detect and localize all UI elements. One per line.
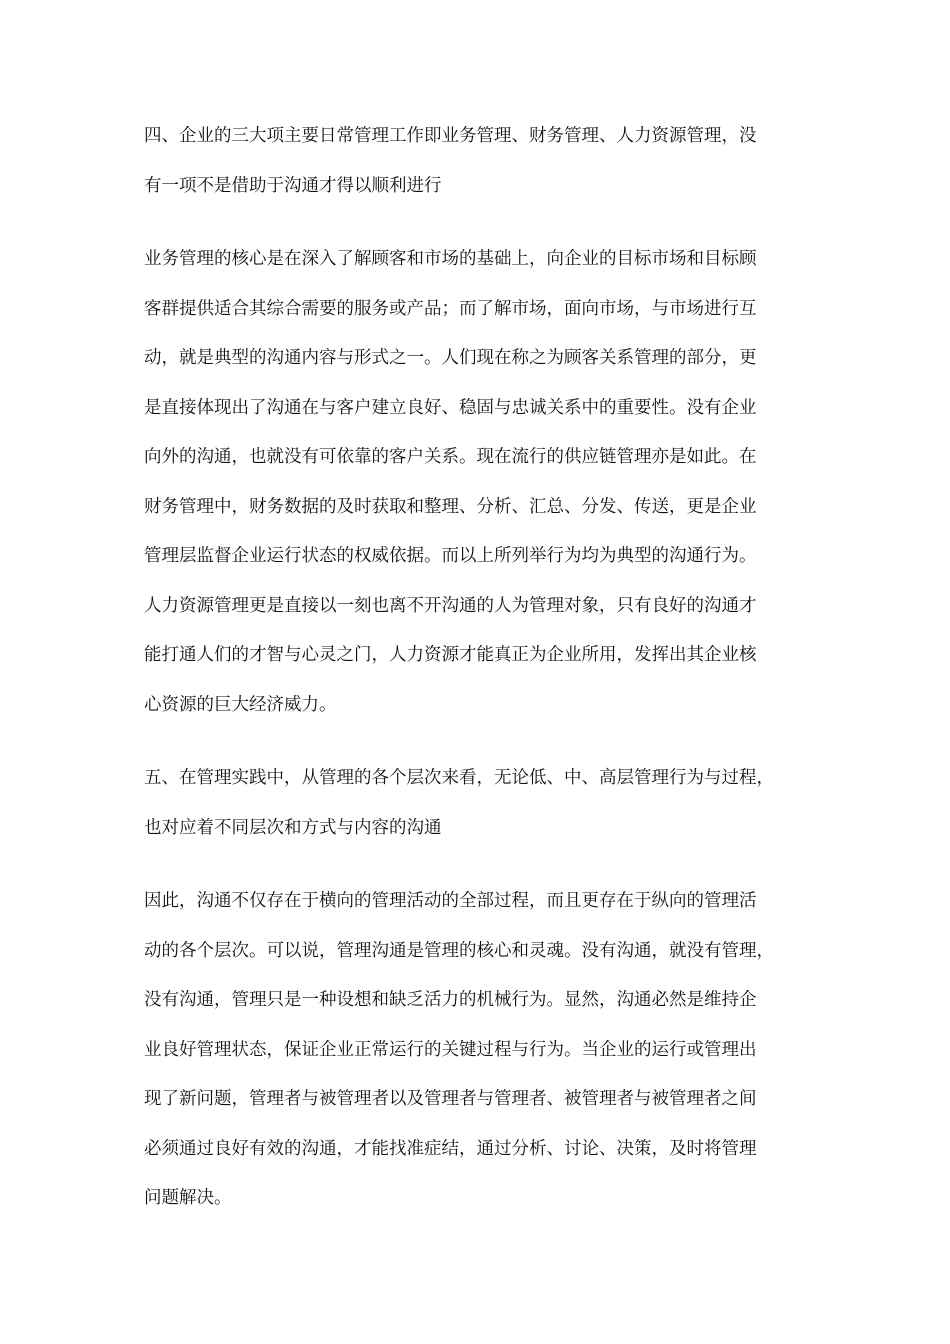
text-line: 问题解决。 bbox=[144, 1188, 232, 1208]
text-line: 客群提供适合其综合需要的服务或产品；而了解市场，面向市场，与市场进行互 bbox=[144, 298, 757, 319]
text-line: 五、在管理实践中，从管理的各个层次来看，无论低、中、高层管理行为与过程， bbox=[144, 768, 774, 788]
text-line: 业良好管理状态，保证企业正常运行的关键过程与行为。当企业的运行或管理出 bbox=[144, 1039, 757, 1060]
text-line: 动的各个层次。可以说，管理沟通是管理的核心和灵魂。没有沟通，就没有管理， bbox=[144, 940, 774, 961]
text-line: 必须通过良好有效的沟通，才能找准症结，通过分析、讨论、决策，及时将管理 bbox=[144, 1138, 757, 1159]
text-line: 也对应着不同层次和方式与内容的沟通 bbox=[144, 817, 442, 838]
section-heading-4 bbox=[144, 112, 810, 211]
text-line: 财务管理中，财务数据的及时获取和整理、分析、汇总、分发、传送，更是企业 bbox=[144, 496, 757, 517]
body-paragraph-2 bbox=[144, 877, 810, 1224]
body-paragraph-1 bbox=[144, 235, 810, 730]
section-heading-5 bbox=[144, 754, 810, 853]
text-line: 人力资源管理更是直接以一刻也离不开沟通的人为管理对象，只有良好的沟通才 bbox=[144, 595, 757, 616]
text-line: 向外的沟通，也就没有可依靠的客户关系。现在流行的供应链管理亦是如此。在 bbox=[144, 447, 757, 467]
text-line: 心资源的巨大经济威力。 bbox=[144, 694, 337, 715]
text-line: 是直接体现出了沟通在与客户建立良好、稳固与忠诚关系中的重要性。没有企业 bbox=[144, 397, 757, 418]
text-line: 四、企业的三大项主要日常管理工作即业务管理、财务管理、人力资源管理，没 bbox=[144, 126, 757, 146]
text-line: 现了新问题，管理者与被管理者以及管理者与管理者、被管理者与被管理者之间 bbox=[144, 1089, 757, 1109]
text-line: 管理层监督企业运行状态的权威依据。而以上所列举行为均为典型的沟通行为。 bbox=[144, 546, 757, 566]
text-line: 没有沟通，管理只是一种设想和缺乏活力的机械行为。显然，沟通必然是维持企 bbox=[144, 990, 757, 1010]
document-page bbox=[144, 112, 810, 1224]
text-line: 能打通人们的才智与心灵之门，人力资源才能真正为企业所用，发挥出其企业核 bbox=[144, 645, 757, 665]
text-line: 因此，沟通不仅存在于横向的管理活动的全部过程，而且更存在于纵向的管理活 bbox=[144, 891, 757, 911]
text-line: 动，就是典型的沟通内容与形式之一。人们现在称之为顾客关系管理的部分，更 bbox=[144, 348, 757, 368]
text-line: 业务管理的核心是在深入了解顾客和市场的基础上，向企业的目标市场和目标顾 bbox=[144, 249, 757, 269]
text-line: 有一项不是借助于沟通才得以顺利进行 bbox=[144, 175, 442, 196]
